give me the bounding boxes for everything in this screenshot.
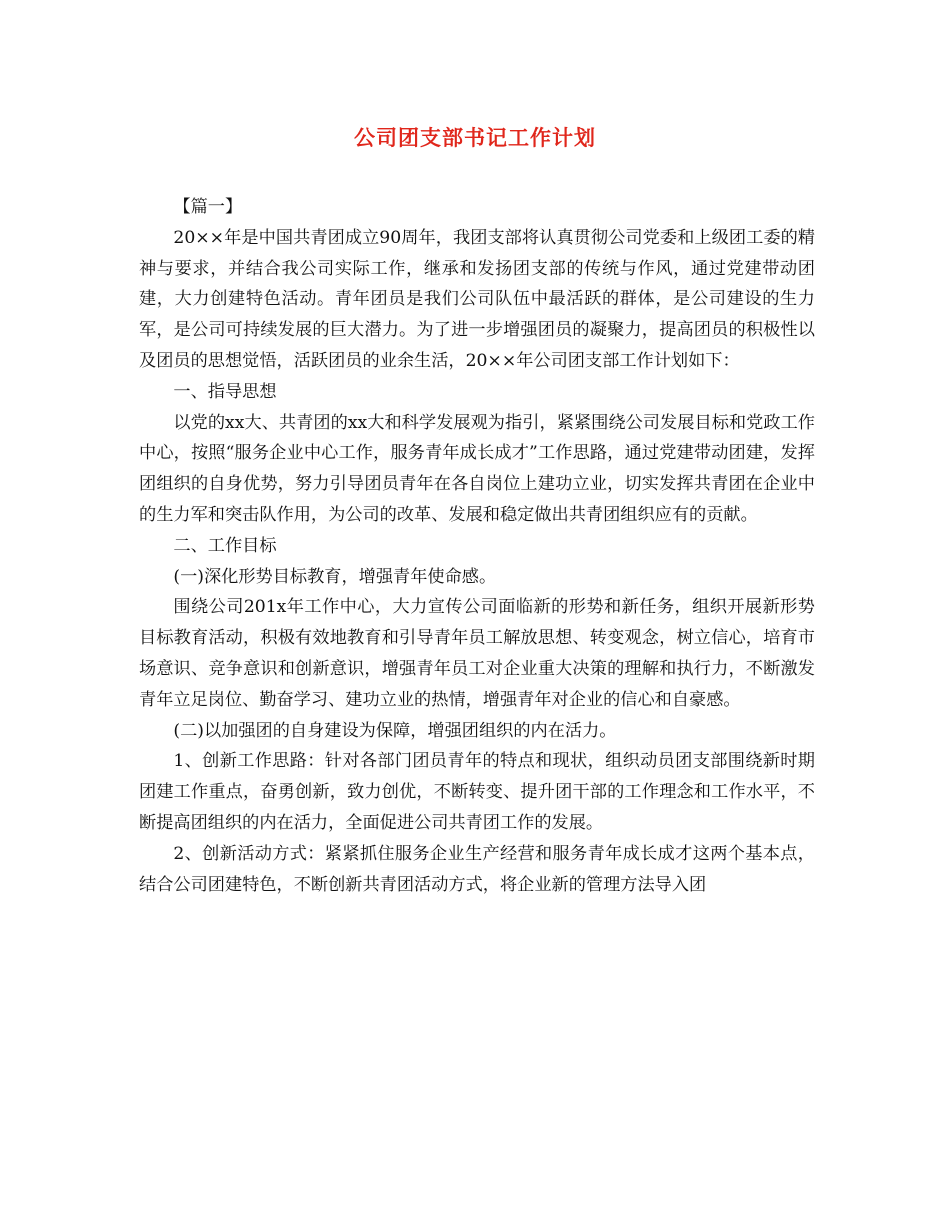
document-body (139, 192, 815, 900)
paragraph-goal-one: 围绕公司201x年工作中心，大力宣传公司面临新的形势和新任务，组织开展新形势目标教育活动，积极有效地教育和引导青年员工解放思想、转变观念，树立信心，培育市场意识、竞争意识和创新意识，增强青年员工对企业重大决策的理解和执行力，不断激发青年立足岗位、勤奋学习、建功立业的热情，增强青年对企业的信心和自豪感。 (139, 597, 815, 710)
section-heading-work-goals: 二、工作目标 (173, 535, 277, 556)
subheading-goal-two: (二)以加强团的自身建设为保障，增强团组织的内在活力。 (173, 720, 617, 741)
document-title: 公司团支部书记工作计划 (354, 126, 596, 150)
paragraph-innovate-activities: 2、创新活动方式：紧紧抓住服务企业生产经营和服务青年成长成才这两个基本点，结合公司团建特色，不断创新共青团活动方式，将企业新的管理方法导入团 (139, 843, 815, 895)
section-heading-part-one: 【篇一】 (173, 197, 243, 217)
section-heading-guiding-ideology: 一、指导思想 (173, 381, 277, 402)
subheading-goal-one: (一)深化形势目标教育，增强青年使命感。 (173, 566, 497, 587)
paragraph-guiding-ideology: 以党的xx大、共青团的xx大和科学发展观为指引，紧紧围绕公司发展目标和党政工作中心，按照“服务企业中心工作，服务青年成长成才”工作思路，通过党建带动团建，发挥团组织的自身优势，努力引导团员青年在各自岗位上建功立业，切实发挥共青团在企业中的生力军和突击队作用，为公司的改革、发展和稳定做出共青团组织应有的贡献。 (139, 412, 815, 525)
paragraph-innovate-thinking: 1、创新工作思路：针对各部门团员青年的特点和现状，组织动员团支部围绕新时期团建工作重点，奋勇创新，致力创优，不断转变、提升团干部的工作理念和工作水平，不断提高团组织的内在活力，全面促进公司共青团工作的发展。 (139, 751, 815, 833)
paragraph-intro: 20××年是中国共青团成立90周年，我团支部将认真贯彻公司党委和上级团工委的精神与要求，并结合我公司实际工作，继承和发扬团支部的传统与作风，通过党建带动团建，大力创建特色活动。青年团员是我们公司队伍中最活跃的群体，是公司建设的生力军，是公司可持续发展的巨大潜力。为了进一步增强团员的凝聚力，提高团员的积极性以及团员的思想觉悟，活跃团员的业余生活，20××年公司团支部工作计划如下： (139, 227, 815, 371)
